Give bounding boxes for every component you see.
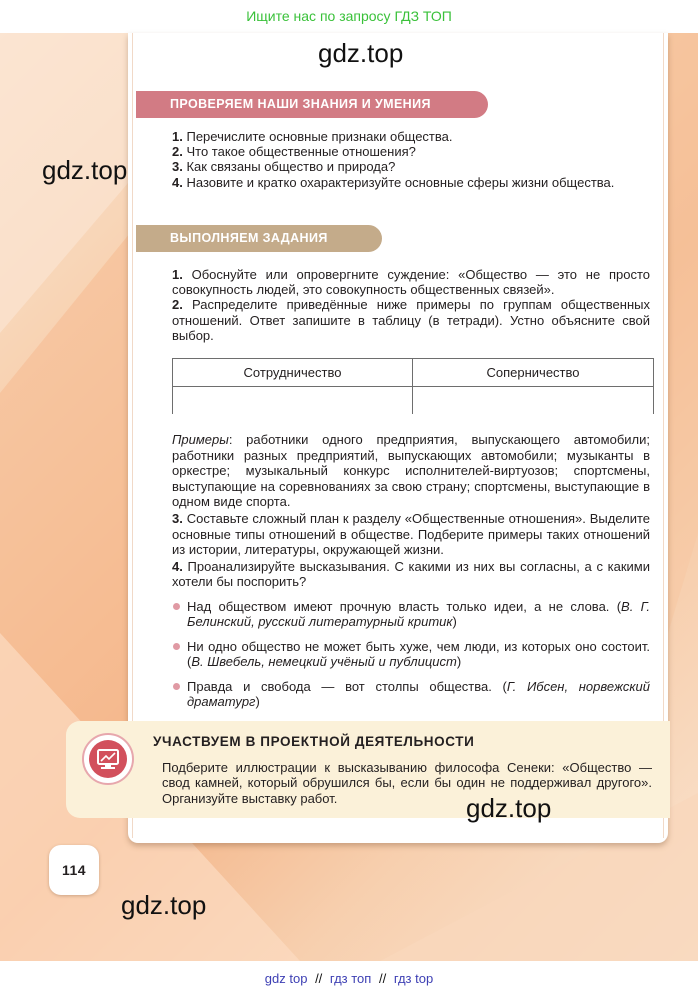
monitor-chart-icon: [82, 733, 134, 785]
table-cell: [413, 387, 653, 414]
top-banner[interactable]: Ищите нас по запросу ГДЗ ТОП: [0, 0, 698, 33]
table-header-cooperation: Сотрудничество: [173, 359, 413, 386]
link-gdz-top[interactable]: gdz top: [264, 971, 308, 986]
bottom-links-bar: [0, 961, 698, 997]
bullet-icon: [173, 643, 180, 650]
question-item: 3. Как связаны общество и природа?: [172, 159, 396, 175]
examples-paragraph: Примеры: работники одного предприятия, выпускающего автомобили; работники разных предприятий, выпускающих автомобили; музыканты в оркестре; музыкальный конкурс исполнителей-виртуозов; спортсмены, выступающие на соревнованиях за свою страну; спортсмены, выступающие в одном виде спорта.: [172, 432, 650, 510]
quote-item: Над обществом имеют прочную власть только идеи, а не слова. (В. Г. Белинский, русский литературный критик): [172, 599, 650, 630]
link-separator: //: [315, 971, 323, 986]
page-number: 114: [49, 845, 99, 895]
question-item: 2. Что такое общественные отношения?: [172, 144, 416, 160]
link-gdz-top-mixed[interactable]: гдз top: [393, 971, 434, 986]
bullet-icon: [173, 683, 180, 690]
section-check-knowledge-header: ПРОВЕРЯЕМ НАШИ ЗНАНИЯ И УМЕНИЯ: [136, 91, 488, 118]
task-item: 4. Проанализируйте высказывания. С какими из них вы согласны, а с какими хотели бы поспорить?: [172, 558, 650, 590]
section-tasks-header: ВЫПОЛНЯЕМ ЗАДАНИЯ: [136, 225, 382, 252]
bullet-icon: [173, 603, 180, 610]
watermark: gdz.top: [466, 793, 552, 823]
watermark: gdz.top: [42, 155, 128, 185]
task-item: 1. Обоснуйте или опровергните суждение: «Общество — это не просто совокупность людей, это совокупность общественных связей».: [172, 267, 650, 298]
tasks-list: [172, 267, 650, 343]
quote-item: Ни одно общество не может быть хуже, чем люди, из которых оно состоит. (В. Швебель, немецкий учёный и публицист): [172, 639, 650, 670]
task-item: 3. Составьте сложный план к разделу «Общественные отношения». Выделите основные типы отношений в обществе. Подберите примеры таких отношений из истории, литературы, окружающей жизни.: [172, 510, 650, 558]
question-item: 1. Перечислите основные признаки общества.: [172, 129, 453, 144]
check-questions-list: [172, 129, 650, 190]
table-cell: [173, 387, 413, 414]
link-gdz-top-ru[interactable]: гдз топ: [329, 971, 372, 986]
watermark: gdz.top: [318, 38, 404, 68]
question-item: 4. Назовите и кратко охарактеризуйте основные сферы жизни общества.: [172, 174, 615, 190]
project-text: Подберите иллюстрации к высказыванию философа Сенеки: «Общество — свод камней, который обрушился бы, если бы один не поддерживал другого». Организуйте выставку работ.: [162, 760, 652, 806]
watermark: gdz.top: [121, 890, 207, 920]
quotes-list: [172, 599, 650, 718]
table-header-competition: Соперничество: [486, 365, 580, 380]
link-separator: //: [378, 971, 387, 986]
quote-item: Правда и свобода — вот столпы общества. (Г. Ибсен, норвежский драматург): [172, 679, 650, 710]
task-item: 2. Распределите приведённые ниже примеры по группам общественных отношений. Ответ запишите в таблицу (в тетради). Устно объясните свой выбор.: [172, 297, 650, 343]
relations-table: [172, 358, 654, 414]
examples-block: [172, 432, 650, 590]
project-title: УЧАСТВУЕМ В ПРОЕКТНОЙ ДЕЯТЕЛЬНОСТИ: [153, 734, 475, 749]
